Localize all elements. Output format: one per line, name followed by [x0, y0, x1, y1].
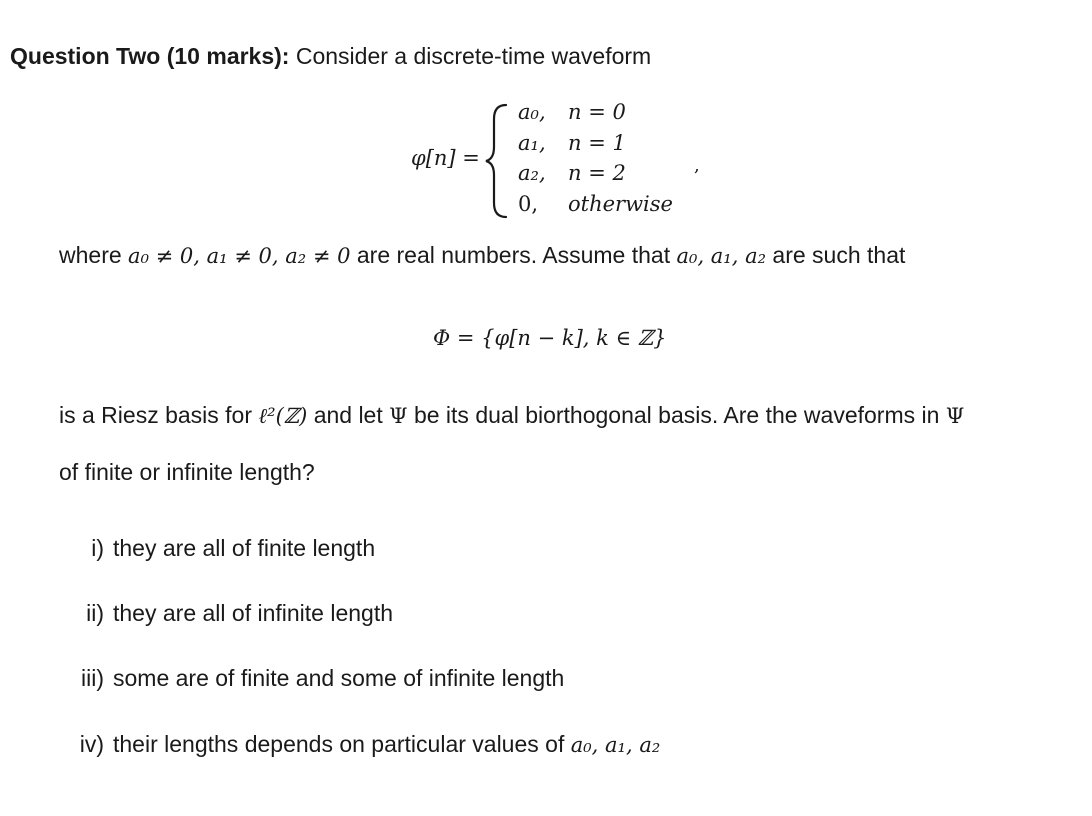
option-math: a₀, a₁, a₂	[570, 733, 661, 757]
case-value: a₁,	[518, 131, 546, 155]
equation-trailing-comma: ,	[694, 155, 700, 176]
where-suffix: are such that	[772, 242, 906, 268]
option-text: their lengths depends on particular values of	[113, 731, 565, 757]
where-middle: are real numbers. Assume that	[356, 242, 671, 268]
case-value: a₂,	[518, 161, 546, 185]
basis-set-equation: Φ = {φ[n − k], k ∈ ℤ}	[433, 326, 667, 350]
question-title-bold: Question Two (10 marks):	[10, 43, 290, 69]
riesz-prefix: is a Riesz basis for	[59, 402, 253, 428]
where-prefix: where	[59, 242, 122, 268]
option-number: iv)	[79, 731, 104, 757]
option-text: they are all of infinite length	[113, 600, 394, 626]
question-title	[10, 43, 651, 70]
left-brace-icon	[484, 103, 510, 219]
riesz-middle: and let	[313, 402, 383, 428]
equation-lhs: φ[n] =	[411, 146, 480, 170]
case-condition: n = 1	[568, 131, 626, 155]
option-number: ii)	[86, 600, 104, 626]
finite-question: of finite or infinite length?	[59, 459, 315, 485]
riesz-sentence	[59, 402, 964, 429]
where-math-coefficients: a₀, a₁, a₂	[676, 244, 767, 268]
case-condition: n = 2	[568, 161, 626, 185]
question-title-rest: Consider a discrete-time waveform	[289, 43, 652, 69]
where-sentence	[59, 242, 905, 269]
riesz-middle2: be its dual biorthogonal basis. Are the waveforms in	[413, 402, 940, 428]
option-text: some are of finite and some of infinite length	[113, 665, 565, 691]
case-condition: otherwise	[568, 192, 673, 216]
case-condition: n = 0	[568, 100, 626, 124]
riesz-psi-2: Ψ	[945, 404, 965, 428]
riesz-space: ℓ²(ℤ)	[258, 404, 308, 428]
option-text-wrap	[113, 731, 660, 758]
option-number: i)	[91, 535, 104, 561]
option-number: iii)	[81, 665, 104, 691]
case-value: a₀,	[518, 100, 546, 124]
where-math-nonzero: a₀ ≠ 0, a₁ ≠ 0, a₂ ≠ 0	[128, 244, 351, 268]
case-value: 0,	[518, 192, 539, 216]
riesz-psi: Ψ	[389, 404, 408, 428]
option-text: they are all of finite length	[113, 535, 376, 561]
